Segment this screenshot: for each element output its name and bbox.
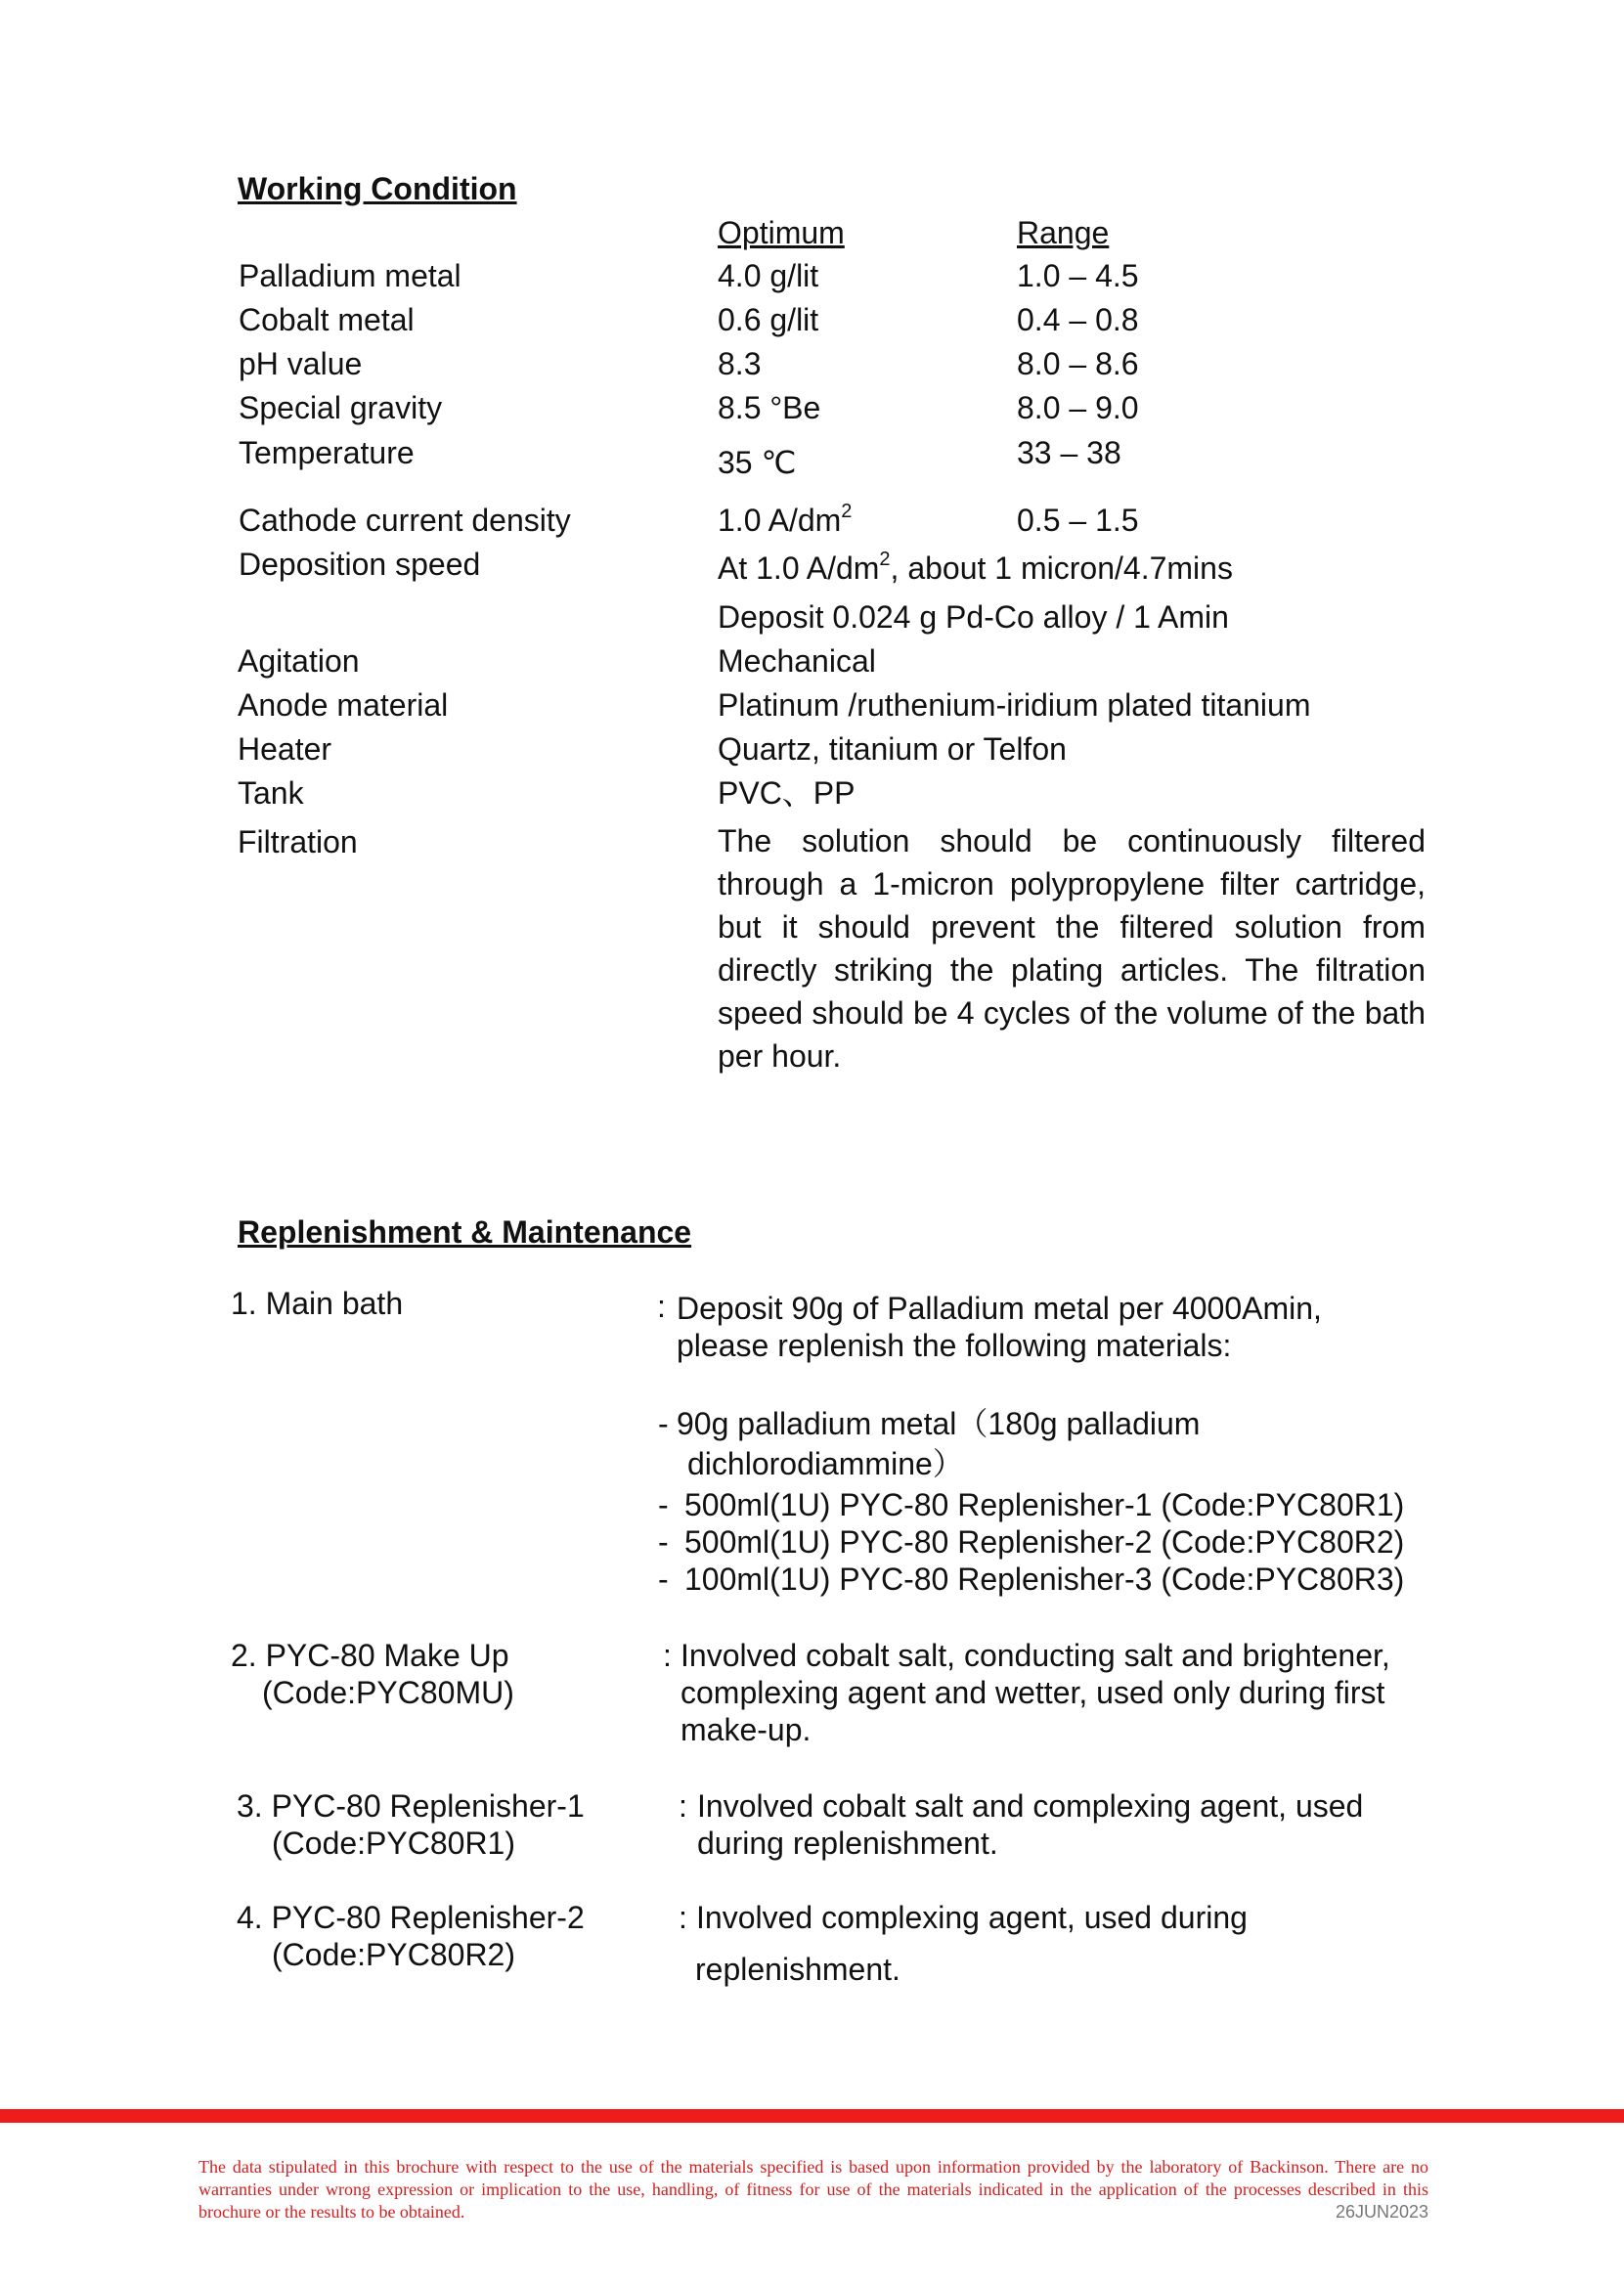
item4-desc-line1: Involved complexing agent, used during [696,1900,1248,1935]
item1-list-item-cont: dichlorodiammine） [687,1446,964,1481]
item3-desc-line1: Involved cobalt salt and complexing agent, used [697,1788,1364,1824]
item3-label: 3. PYC-80 Replenisher-1 [237,1788,585,1824]
item1-list-item: 90g palladium metal（180g palladium [677,1406,1201,1441]
item3-desc-line2: during replenishment. [697,1826,998,1861]
item2-colon: : [663,1638,672,1673]
item1-list-dash: - [658,1406,669,1441]
param-temperature: Temperature [239,435,415,470]
deposition-speed-line2: Deposit 0.024 g Pd-Co alloy / 1 Amin [718,599,1229,635]
item2-code: (Code:PYC80MU) [262,1675,514,1710]
item3-code: (Code:PYC80R1) [272,1826,515,1861]
range-column-header: Range [1017,215,1110,250]
range-cathode-current-density: 0.5 – 1.5 [1017,503,1139,538]
param-deposition-speed: Deposition speed [239,547,481,582]
item1-list-item: 500ml(1U) PYC-80 Replenisher-1 (Code:PYC80R1) [684,1487,1405,1522]
footer-red-bar [0,2109,1624,2123]
item2-label: 2. PYC-80 Make Up [231,1638,509,1673]
value-filtration: The solution should be continuously filtered through a 1-micron polypropylene filter cartridge, but it should prevent the filtered solution from directly striking the plating articles. The filtration speed should be 4 cycles of the volume of the bath per hour. [718,823,1426,1074]
item1-list-dash: - [658,1487,669,1522]
item3-colon: : [679,1788,687,1824]
item4-colon: : [679,1900,687,1935]
item4-code: (Code:PYC80R2) [272,1937,515,1972]
item2-desc-line2: complexing agent and wetter, used only during first [680,1675,1385,1710]
deposition-speed-line1: At 1.0 $A/dm^2$, about 1 micron/4.7mins [718,549,1233,586]
value-anode-material: Platinum /ruthenium-iridium plated titanium [718,687,1311,723]
range-temperature: 33 – 38 [1017,435,1121,470]
item1-list-dash: - [658,1524,669,1560]
item1-colon: : [657,1289,666,1324]
param-filtration: Filtration [238,824,358,859]
value-agitation: Mechanical [718,643,876,679]
working-condition-heading: Working Condition [238,171,517,206]
param-agitation: Agitation [238,643,360,679]
param-special-gravity: Special gravity [239,390,443,425]
item4-desc-line2: replenishment. [695,1952,900,1987]
footer-disclaimer: The data stipulated in this brochure with respect to the use of the materials specified is based upon information provided by the laboratory of Backinson. There are no warranties under wrong expression or implication to the use, handling, of fitness for use of the materials indicated in the application of the processes described in this brochure or the results to be obtained. [198,2157,1428,2222]
item1-desc-line1: Deposit 90g of Palladium metal per 4000Amin, [677,1291,1322,1326]
item2-desc-line1: Involved cobalt salt, conducting salt and brightener, [680,1638,1390,1673]
range-cobalt-metal: 0.4 – 0.8 [1017,302,1139,337]
range-palladium-metal: 1.0 – 4.5 [1017,258,1139,293]
param-palladium-metal: Palladium metal [239,258,461,293]
item1-label: 1. Main bath [231,1286,404,1321]
optimum-ph-value: 8.3 [718,346,762,381]
value-tank: PVC、PP [718,775,856,811]
item4-label: 4. PYC-80 Replenisher-2 [237,1900,585,1935]
optimum-palladium-metal: 4.0 g/lit [718,258,819,293]
param-heater: Heater [238,731,332,767]
optimum-cathode-current-density: 1.0 $A/dm^2$ [718,501,853,538]
range-ph-value: 8.0 – 8.6 [1017,346,1139,381]
param-cathode-current-density: Cathode current density [239,503,571,538]
param-tank: Tank [238,775,304,811]
optimum-temperature: 35 ℃ [718,445,797,480]
optimum-cobalt-metal: 0.6 g/lit [718,302,819,337]
replenishment-heading: Replenishment & Maintenance [238,1214,692,1250]
param-anode-material: Anode material [238,687,449,723]
param-ph-value: pH value [239,346,363,381]
item1-list-dash: - [658,1562,669,1597]
item1-list-item: 100ml(1U) PYC-80 Replenisher-3 (Code:PYC80R3) [684,1562,1405,1597]
optimum-column-header: Optimum [718,215,845,250]
param-cobalt-metal: Cobalt metal [239,302,415,337]
item2-desc-line3: make-up. [680,1712,812,1747]
item1-desc-line2: please replenish the following materials: [677,1328,1232,1363]
range-special-gravity: 8.0 – 9.0 [1017,390,1139,425]
item1-list-item: 500ml(1U) PYC-80 Replenisher-2 (Code:PYC80R2) [684,1524,1405,1560]
optimum-special-gravity: 8.5 °Be [718,390,821,425]
value-heater: Quartz, titanium or Telfon [718,731,1067,767]
footer-date: 26JUN2023 [1335,2202,1428,2222]
